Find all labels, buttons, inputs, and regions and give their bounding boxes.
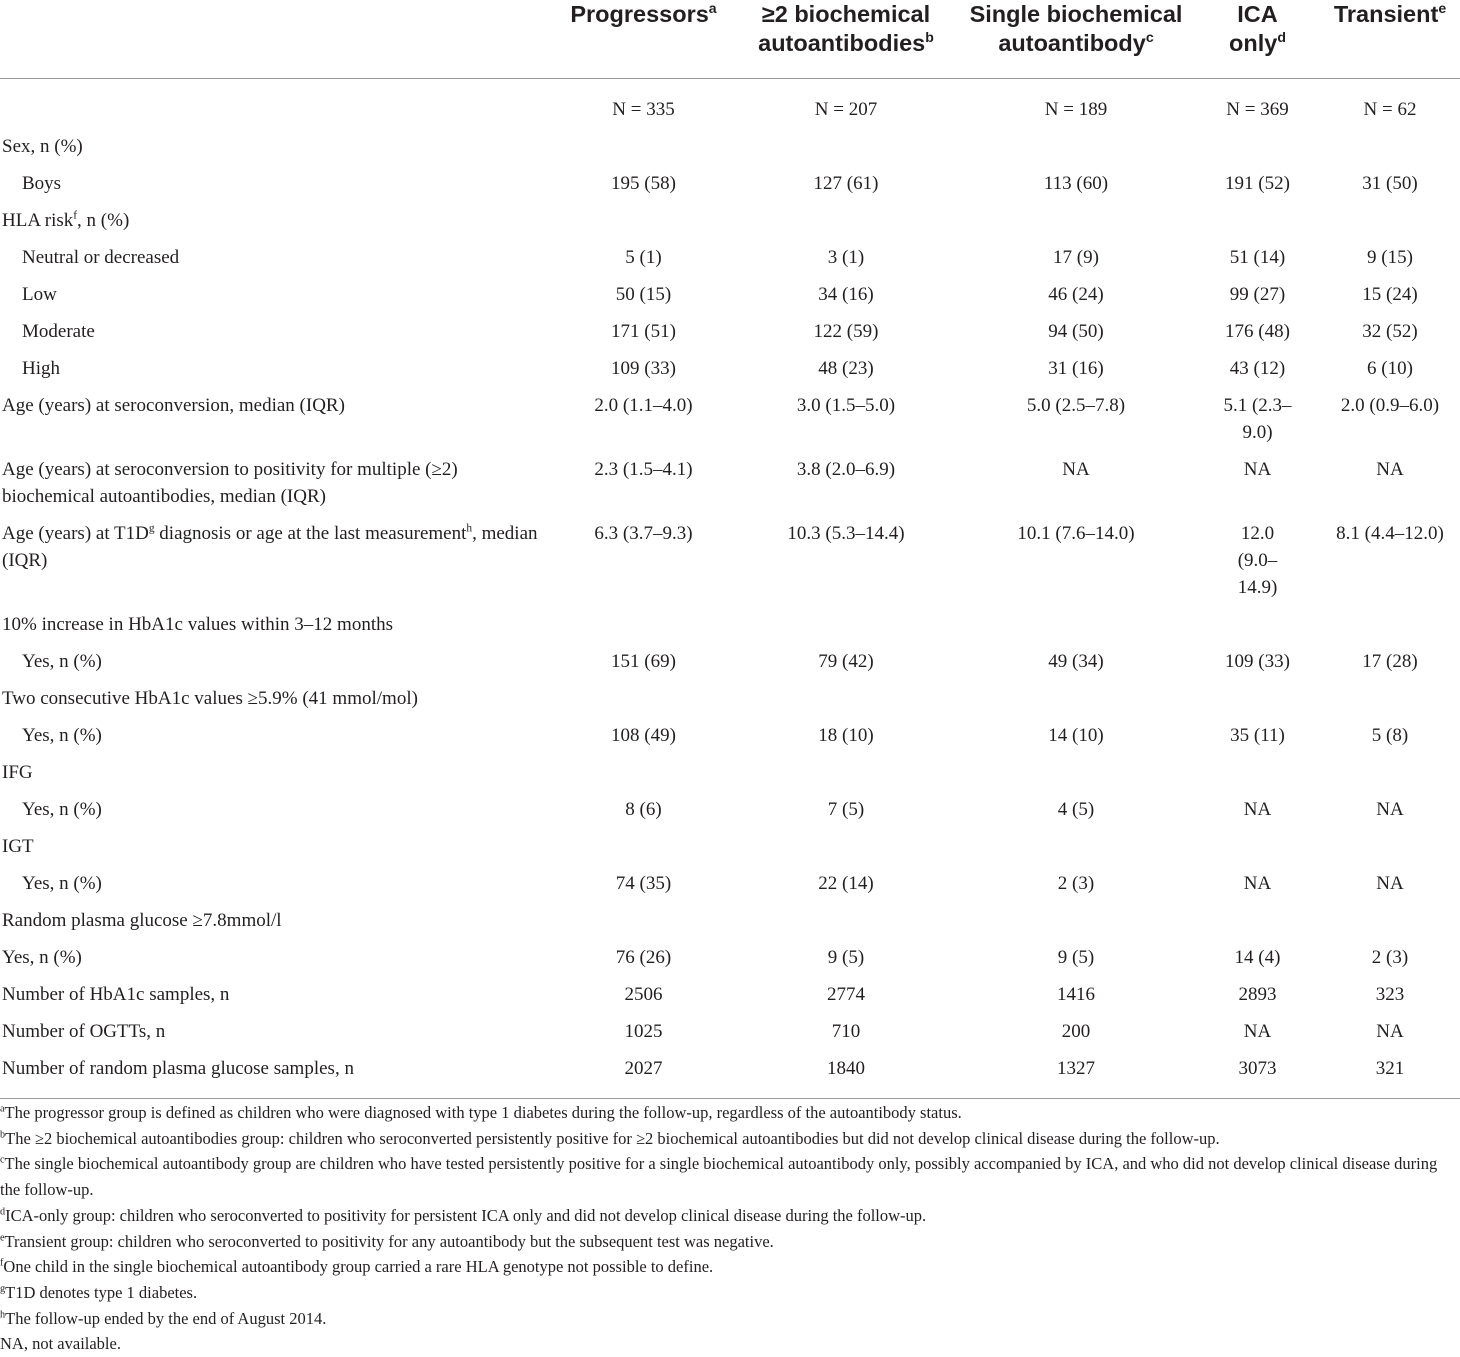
table-cell xyxy=(735,202,957,239)
table-row xyxy=(0,791,1460,828)
table-cell: 35 (11) xyxy=(1230,725,1285,746)
table-footnotes xyxy=(0,1100,1460,1357)
table-cell: 1025 xyxy=(624,1021,663,1042)
table-row xyxy=(0,976,1460,1013)
table-cell xyxy=(1320,202,1460,239)
table-cell xyxy=(1195,128,1320,165)
table-cell: NA xyxy=(1376,1021,1404,1042)
row-label: Age (years) at $T1D^g$ diagnosis or age at the last measurement$^h$, median (IQR) xyxy=(2,522,538,571)
table-cell: 43 (12) xyxy=(1229,358,1286,379)
table-cell: 1840 xyxy=(735,1050,957,1099)
table-cell: 3.8 (2.0–6.9) xyxy=(796,459,896,480)
table-cell: 99 (27) xyxy=(1229,284,1286,305)
table-cell: 9 (5) xyxy=(1057,947,1095,968)
header-single-autoantibody: Single biochemical autoantibody$^c$ xyxy=(957,0,1195,79)
table-cell: 191 (52) xyxy=(1225,173,1290,194)
table-cell: 2.0 (0.9–6.0) xyxy=(1340,395,1440,416)
table-cell: 108 (49) xyxy=(611,725,676,746)
table-cell xyxy=(735,680,957,717)
table-row xyxy=(0,939,1460,976)
table-cell: 51 (14) xyxy=(1229,247,1286,268)
row-label: 10% increase in HbA1c values within 3–12 months xyxy=(2,614,394,635)
table-cell: 176 (48) xyxy=(1225,321,1290,342)
table-row xyxy=(0,606,1460,643)
table-cell: 171 (51) xyxy=(611,321,676,342)
table-cell xyxy=(735,128,957,165)
table-cell: NA xyxy=(1062,459,1090,480)
table-row xyxy=(0,643,1460,680)
table-cell xyxy=(1320,828,1460,865)
row-label: IGT xyxy=(2,836,34,857)
table-row xyxy=(0,128,1460,165)
table-cell: 127 (61) xyxy=(813,173,879,194)
table-row xyxy=(0,202,1460,239)
table-cell: 1416 xyxy=(1057,984,1095,1005)
table-cell: 5.1 (2.3–9.0) xyxy=(1223,395,1292,443)
row-label: Sex, n (%) xyxy=(2,136,83,157)
footnote: $^g$T1D denotes type 1 diabetes. xyxy=(0,1282,198,1302)
row-label: Yes, n (%) xyxy=(22,873,102,894)
table-cell: 6.3 (3.7–9.3) xyxy=(594,523,693,544)
table-row xyxy=(0,387,1460,451)
footnote: NA, not available. xyxy=(0,1334,121,1354)
table-cell: 9 (5) xyxy=(827,947,865,968)
header-blank xyxy=(0,0,552,79)
table-cell: 49 (34) xyxy=(1048,651,1104,672)
table-cell: 22 (14) xyxy=(818,873,874,894)
footnote: $^d$ICA-only group: children who seroconverted to positivity for persistent ICA only and did not develop clinical disease during the follow-up. xyxy=(0,1205,927,1225)
row-label: Low xyxy=(22,284,57,305)
table-row xyxy=(0,239,1460,276)
table-row xyxy=(0,276,1460,313)
table-cell xyxy=(957,680,1195,717)
table-cell xyxy=(1195,202,1320,239)
table-cell xyxy=(957,828,1195,865)
n-progressors: N = 335 xyxy=(612,99,675,120)
table-cell xyxy=(1320,680,1460,717)
table-cell: NA xyxy=(1243,1021,1272,1042)
row-label: Yes, n (%) xyxy=(22,799,102,820)
table-cell: NA xyxy=(1243,873,1272,894)
table-cell xyxy=(1195,606,1320,643)
footnote: $^b$The ≥2 biochemical autoantibodies group: children who seroconverted persistently positive for ≥2 biochemical autoantibodies but did not develop clinical disease during the follow-up. xyxy=(0,1128,1220,1148)
row-label: Yes, n (%) xyxy=(2,947,82,968)
table-row xyxy=(0,165,1460,202)
table-row xyxy=(0,754,1460,791)
table-cell xyxy=(1320,902,1460,939)
row-label: Boys xyxy=(22,173,62,194)
footnote: $^e$Transient group: children who seroconverted to positivity for any autoantibody but the subsequent test was negative. xyxy=(0,1231,774,1251)
footnote: $^h$The follow-up ended by the end of August 2014. xyxy=(0,1308,327,1328)
row-label: Random plasma glucose ≥7.8mmol/l xyxy=(2,910,282,931)
table-cell xyxy=(957,128,1195,165)
table-row xyxy=(0,313,1460,350)
table-cell: 7 (5) xyxy=(827,799,865,820)
table-cell xyxy=(1320,606,1460,643)
n-transient: N = 62 xyxy=(1363,99,1417,120)
footnote: $^c$The single biochemical autoantibody group are children who have tested persistently positive for a single biochemical autoantibody only, possibly accompanied by ICA, and who did not develop clinical disease during the follow-up. xyxy=(0,1154,1438,1200)
row-label: Yes, n (%) xyxy=(22,725,102,746)
table-cell xyxy=(552,680,735,717)
table-row xyxy=(0,680,1460,717)
row-label: High xyxy=(22,358,60,379)
table-cell xyxy=(957,754,1195,791)
table-cell: 113 (60) xyxy=(1043,173,1109,194)
table-row xyxy=(0,717,1460,754)
table-header-row xyxy=(0,0,1460,79)
table-cell: 31 (50) xyxy=(1362,173,1418,194)
table-cell: 18 (10) xyxy=(818,725,874,746)
table-cell: 15 (24) xyxy=(1362,284,1418,305)
n-row-label xyxy=(0,79,552,129)
table-cell: 3073 xyxy=(1195,1050,1320,1099)
table-row xyxy=(0,1013,1460,1050)
table-cell xyxy=(735,828,957,865)
table-cell: 17 (28) xyxy=(1362,651,1418,672)
table-row xyxy=(0,515,1460,606)
row-label: Two consecutive HbA1c values ≥5.9% (41 mmol/mol) xyxy=(2,688,418,709)
table-cell xyxy=(1195,902,1320,939)
table-cell: 10.1 (7.6–14.0) xyxy=(1017,523,1135,544)
table-cell: NA xyxy=(1376,799,1404,820)
table-cell: 8 (6) xyxy=(625,799,662,820)
table-cell xyxy=(735,902,957,939)
n-row xyxy=(0,79,1460,129)
table-cell xyxy=(735,606,957,643)
table-cell: 5 (1) xyxy=(625,247,662,268)
table-cell: 321 xyxy=(1320,1050,1460,1099)
table-cell: 2774 xyxy=(827,984,865,1005)
row-label: Number of random plasma glucose samples, n xyxy=(0,1050,552,1099)
table-cell: 1327 xyxy=(957,1050,1195,1099)
table-cell xyxy=(735,754,957,791)
table-cell: 2893 xyxy=(1238,984,1277,1005)
header-progressors: Progressors$^a$ xyxy=(552,0,735,79)
table-cell: 151 (69) xyxy=(611,651,676,672)
row-label: Number of HbA1c samples, n xyxy=(2,984,230,1005)
table-cell: 200 xyxy=(1061,1021,1091,1042)
row-label: Age (years) at seroconversion to positivity for multiple (≥2) biochemical autoantibodies, median (IQR) xyxy=(2,459,458,507)
table-cell: 323 xyxy=(1375,984,1405,1005)
header-multiple-autoantibodies: ≥2 biochemical autoantibodies$^b$ xyxy=(735,0,957,79)
table-cell xyxy=(957,606,1195,643)
table-cell: 109 (33) xyxy=(1225,651,1290,672)
table-cell: 6 (10) xyxy=(1367,358,1413,379)
table-cell: 14 (4) xyxy=(1234,947,1281,968)
table-cell xyxy=(1195,828,1320,865)
table-cell: NA xyxy=(1376,873,1404,894)
table-row xyxy=(0,828,1460,865)
table-row xyxy=(0,451,1460,515)
table-cell: 17 (9) xyxy=(1053,247,1099,268)
table-cell xyxy=(957,902,1195,939)
table-cell: 3.0 (1.5–5.0) xyxy=(796,395,896,416)
row-label: Age (years) at seroconversion, median (IQR) xyxy=(2,395,345,416)
table-cell: 8.1 (4.4–12.0) xyxy=(1336,523,1444,544)
row-label: Neutral or decreased xyxy=(22,247,180,268)
table-cell: 5 (8) xyxy=(1371,725,1409,746)
table-cell: 46 (24) xyxy=(1048,284,1104,305)
row-label: Moderate xyxy=(22,321,95,342)
table-cell: 4 (5) xyxy=(1057,799,1095,820)
n-multiple: N = 207 xyxy=(814,99,878,120)
table-cell: 34 (16) xyxy=(818,284,874,305)
table-cell: 94 (50) xyxy=(1048,321,1104,342)
table-cell: 2.0 (1.1–4.0) xyxy=(594,395,693,416)
table-cell: 14 (10) xyxy=(1048,725,1104,746)
table-cell: 9 (15) xyxy=(1367,247,1413,268)
n-ica-only: N = 369 xyxy=(1226,99,1289,120)
table-cell xyxy=(552,128,735,165)
table-cell xyxy=(552,754,735,791)
table-cell: NA xyxy=(1243,459,1272,480)
table-cell: 74 (35) xyxy=(615,873,672,894)
table-cell: 5.0 (2.5–7.8) xyxy=(1026,395,1126,416)
footnote: $^a$The progressor group is defined as children who were diagnosed with type 1 diabetes during the follow-up, regardless of the autoantibody status. xyxy=(0,1103,962,1122)
n-single: N = 189 xyxy=(1044,99,1108,120)
table-cell xyxy=(1195,680,1320,717)
table-cell xyxy=(552,902,735,939)
table-cell: 2.3 (1.5–4.1) xyxy=(594,459,693,480)
header-ica-only: ICA only$^d$ xyxy=(1195,0,1320,79)
table-cell: 2027 xyxy=(552,1050,735,1099)
table-cell: 12.0 (9.0–14.9) xyxy=(1237,523,1278,598)
table-cell: NA xyxy=(1376,459,1404,480)
table-cell xyxy=(957,202,1195,239)
header-transient: Transient$^e$ xyxy=(1320,0,1460,79)
table-row xyxy=(0,865,1460,902)
table-cell: 2506 xyxy=(624,984,663,1005)
table-cell xyxy=(1195,754,1320,791)
table-row xyxy=(0,1050,1460,1099)
table-cell: 79 (42) xyxy=(818,651,874,672)
table-cell: 31 (16) xyxy=(1048,358,1104,379)
row-label: HLA risk$^f$, n (%) xyxy=(2,209,130,231)
row-label: Number of OGTTs, n xyxy=(2,1021,166,1042)
table-cell xyxy=(1320,128,1460,165)
table-cell xyxy=(552,828,735,865)
table-cell: 50 (15) xyxy=(615,284,672,305)
row-label: Yes, n (%) xyxy=(22,651,102,672)
table-cell: 48 (23) xyxy=(818,358,874,379)
table-row xyxy=(0,350,1460,387)
footnote: $^f$One child in the single biochemical autoantibody group carried a rare HLA genotype not possible to define. xyxy=(0,1257,714,1277)
table-cell: 109 (33) xyxy=(611,358,676,379)
table-cell: 710 xyxy=(831,1021,861,1042)
table-cell xyxy=(552,606,735,643)
table-cell: 76 (26) xyxy=(615,947,672,968)
row-label: IFG xyxy=(2,762,33,783)
table-cell: 2 (3) xyxy=(1371,947,1409,968)
table-cell: 10.3 (5.3–14.4) xyxy=(787,523,905,544)
table-cell: 32 (52) xyxy=(1362,321,1418,342)
table-cell: 195 (58) xyxy=(611,173,676,194)
table-row xyxy=(0,902,1460,939)
table-cell xyxy=(1320,754,1460,791)
table-cell: 3 (1) xyxy=(827,247,865,268)
table-cell: NA xyxy=(1243,799,1272,820)
table-cell xyxy=(552,202,735,239)
table-cell: 2 (3) xyxy=(1057,873,1095,894)
table-cell: 122 (59) xyxy=(813,321,879,342)
